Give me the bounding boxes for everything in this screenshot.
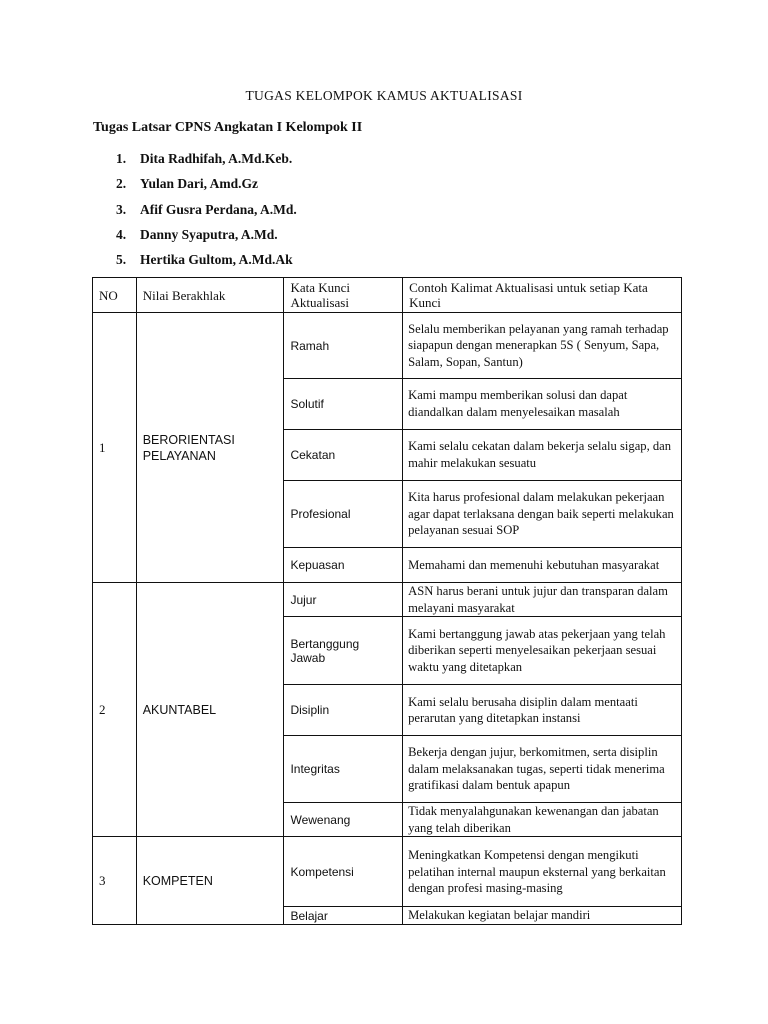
contoh-kalimat: Kami mampu memberikan solusi dan dapat diandalkan dalam menyelesaikan masalah bbox=[403, 379, 682, 430]
member-name: Yulan Dari, Amd.Gz bbox=[140, 176, 259, 192]
contoh-kalimat: Melakukan kegiatan belajar mandiri bbox=[403, 907, 682, 925]
contoh-kalimat: ASN harus berani untuk jujur dan transparan dalam melayani masyarakat bbox=[403, 583, 682, 617]
kata-kunci: Belajar bbox=[284, 907, 403, 925]
member-name: Hertika Gultom, A.Md.Ak bbox=[140, 252, 293, 268]
header-contoh: Contoh Kalimat Aktualisasi untuk setiap Kata Kunci bbox=[403, 278, 682, 313]
kata-kunci: Wewenang bbox=[284, 803, 403, 837]
contoh-kalimat: Kami selalu cekatan dalam bekerja selalu sigap, dan mahir melakukan sesuatu bbox=[403, 430, 682, 481]
contoh-kalimat: Selalu memberikan pelayanan yang ramah terhadap siapapun dengan menerapkan 5S ( Senyum, Sapa, Salam, Sopan, Santun) bbox=[403, 313, 682, 379]
table-row bbox=[93, 313, 682, 379]
group-nilai: BERORIENTASI PELAYANAN bbox=[136, 313, 284, 583]
document-subtitle: Tugas Latsar CPNS Angkatan I Kelompok II bbox=[93, 120, 363, 135]
group-number: 1 bbox=[93, 313, 137, 583]
contoh-kalimat: Kami bertanggung jawab atas pekerjaan yang telah diberikan seperti menyelesaikan pekerjaan sesuai waktu yang ditetapkan bbox=[403, 617, 682, 685]
kata-kunci: Kompetensi bbox=[284, 837, 403, 907]
contoh-kalimat: Meningkatkan Kompetensi dengan mengikuti pelatihan internal maupun eksternal yang berkaitan dengan profesi masing-masing bbox=[403, 837, 682, 907]
member-name: Danny Syaputra, A.Md. bbox=[140, 226, 278, 242]
kata-kunci: Cekatan bbox=[284, 430, 403, 481]
member-number: 3. bbox=[116, 201, 127, 217]
member-item bbox=[116, 150, 297, 175]
member-item bbox=[116, 251, 297, 276]
member-name: Afif Gusra Perdana, A.Md. bbox=[140, 201, 297, 217]
member-list bbox=[116, 150, 297, 276]
contoh-kalimat: Memahami dan memenuhi kebutuhan masyarakat bbox=[403, 548, 682, 583]
kata-kunci: Disiplin bbox=[284, 685, 403, 736]
kata-kunci: Kepuasan bbox=[284, 548, 403, 583]
header-nilai: Nilai Berakhlak bbox=[136, 278, 284, 313]
document-title: TUGAS KELOMPOK KAMUS AKTUALISASI bbox=[245, 88, 523, 103]
kata-kunci: Jujur bbox=[284, 583, 403, 617]
kamus-table bbox=[92, 277, 682, 925]
table-header-row bbox=[93, 278, 682, 313]
kata-kunci: Ramah bbox=[284, 313, 403, 379]
table-row bbox=[93, 837, 682, 907]
member-item bbox=[116, 201, 297, 226]
member-name: Dita Radhifah, A.Md.Keb. bbox=[140, 151, 293, 166]
member-number: 5. bbox=[116, 252, 127, 268]
group-nilai: KOMPETEN bbox=[136, 837, 284, 925]
group-nilai: AKUNTABEL bbox=[136, 583, 284, 837]
header-no: NO bbox=[93, 278, 137, 313]
kata-kunci: Solutif bbox=[284, 379, 403, 430]
kata-kunci: Profesional bbox=[284, 481, 403, 548]
member-item bbox=[116, 226, 297, 251]
group-number: 2 bbox=[93, 583, 137, 837]
table-row bbox=[93, 583, 682, 617]
contoh-kalimat: Kami selalu berusaha disiplin dalam mentaati perarutan yang ditetapkan instansi bbox=[403, 685, 682, 736]
group-number: 3 bbox=[93, 837, 137, 925]
member-number: 1. bbox=[116, 151, 127, 166]
member-item bbox=[116, 175, 297, 200]
header-kata: Kata Kunci Aktualisasi bbox=[284, 278, 403, 313]
member-number: 4. bbox=[116, 226, 127, 242]
contoh-kalimat: Bekerja dengan jujur, berkomitmen, serta disiplin dalam melaksanakan tugas, seperti tidak menerima gratifikasi dalam bentuk apapun bbox=[403, 736, 682, 803]
kata-kunci: Integritas bbox=[284, 736, 403, 803]
kata-kunci: Bertanggung Jawab bbox=[284, 617, 403, 685]
contoh-kalimat: Tidak menyalahgunakan kewenangan dan jabatan yang telah diberikan bbox=[403, 803, 682, 837]
member-number: 2. bbox=[116, 176, 127, 192]
contoh-kalimat: Kita harus profesional dalam melakukan pekerjaan agar dapat terlaksana dengan baik seperti melakukan pelayanan sesuai SOP bbox=[403, 481, 682, 548]
